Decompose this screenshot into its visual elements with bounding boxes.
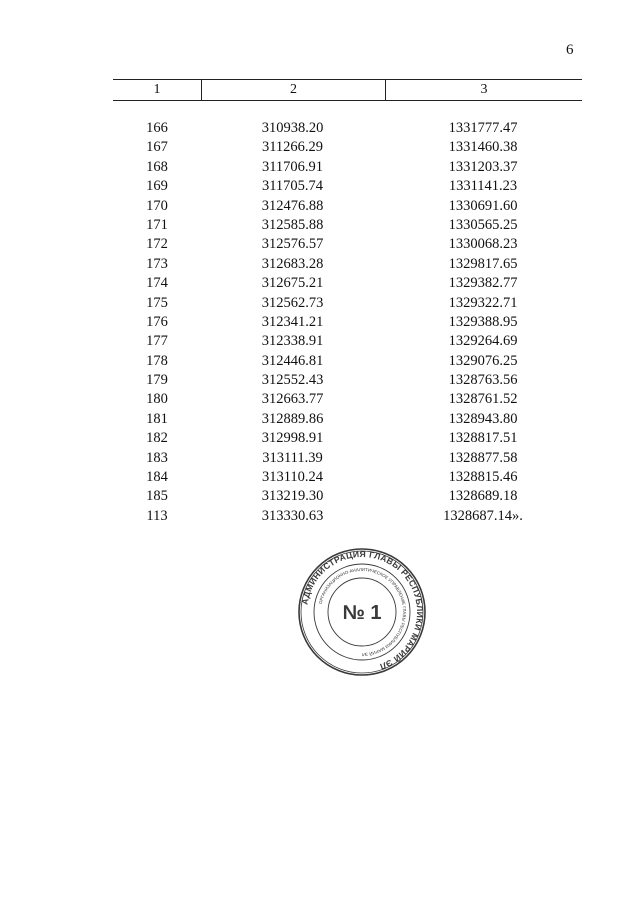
y-coordinate: 1329322.71 bbox=[448, 294, 518, 311]
y-coordinate: 1328817.51 bbox=[448, 430, 518, 447]
point-number: 166 bbox=[146, 120, 168, 136]
table-row bbox=[113, 333, 582, 352]
point-number: 113 bbox=[146, 507, 168, 524]
x-coordinate: 312663.77 bbox=[261, 391, 324, 408]
point-number: 169 bbox=[146, 178, 168, 195]
table-row bbox=[113, 469, 582, 488]
y-coordinate: 1328815.46 bbox=[448, 469, 518, 486]
y-coordinate: 1331460.38 bbox=[448, 139, 518, 156]
point-number: 180 bbox=[146, 391, 168, 408]
x-coordinate: 312683.28 bbox=[261, 255, 324, 272]
x-coordinate: 311706.91 bbox=[261, 158, 324, 175]
point-number: 183 bbox=[146, 449, 168, 466]
table-row bbox=[113, 120, 582, 139]
point-number: 181 bbox=[146, 410, 168, 427]
seal-outer-text: АДМИНИСТРАЦИЯ ГЛАВЫ РЕСПУБЛИКИ МАРИЙ ЭЛ bbox=[299, 548, 426, 672]
point-number: 185 bbox=[146, 488, 168, 505]
coordinate-table-body bbox=[113, 120, 582, 527]
y-coordinate: 1329264.69 bbox=[448, 333, 518, 350]
x-coordinate: 312476.88 bbox=[261, 197, 324, 214]
y-coordinate: 1329388.95 bbox=[448, 313, 518, 330]
table-row bbox=[113, 488, 582, 507]
x-coordinate: 313110.24 bbox=[261, 469, 324, 486]
table-row bbox=[113, 217, 582, 236]
point-number: 168 bbox=[146, 158, 168, 175]
point-number: 182 bbox=[146, 430, 168, 447]
point-number: 176 bbox=[146, 313, 168, 330]
table-row bbox=[113, 178, 582, 197]
table-row bbox=[113, 236, 582, 255]
x-coordinate: 313330.63 bbox=[261, 507, 324, 524]
point-number: 175 bbox=[146, 294, 168, 311]
x-coordinate: 312889.86 bbox=[261, 410, 324, 427]
y-coordinate: 1328761.52 bbox=[448, 391, 518, 408]
table-row bbox=[113, 372, 582, 391]
point-number: 167 bbox=[146, 139, 168, 156]
official-seal bbox=[297, 547, 427, 677]
table-row bbox=[113, 256, 582, 275]
point-number: 179 bbox=[146, 372, 168, 389]
table-row bbox=[113, 198, 582, 217]
column-header-1: 1 bbox=[113, 80, 202, 100]
y-coordinate: 1328763.56 bbox=[448, 372, 518, 389]
x-coordinate: 313219.30 bbox=[261, 488, 324, 505]
seal-number: № 1 bbox=[342, 602, 382, 624]
point-number: 172 bbox=[146, 236, 168, 253]
point-number: 174 bbox=[146, 275, 168, 292]
y-coordinate: 1328877.58 bbox=[448, 449, 518, 466]
point-number: 177 bbox=[146, 333, 168, 350]
x-coordinate: 312338.91 bbox=[261, 333, 324, 350]
table-row bbox=[113, 450, 582, 469]
page-number: 6 bbox=[566, 42, 574, 58]
y-coordinate: 1329076.25 bbox=[448, 352, 518, 369]
table-row bbox=[113, 430, 582, 449]
point-number: 184 bbox=[146, 469, 168, 486]
y-coordinate: 1331777.47 bbox=[448, 120, 518, 136]
x-coordinate: 310938.20 bbox=[261, 120, 324, 136]
table-row bbox=[113, 391, 582, 410]
x-coordinate: 311705.74 bbox=[261, 178, 324, 195]
y-coordinate: 1328943.80 bbox=[448, 410, 518, 427]
x-coordinate: 312562.73 bbox=[261, 294, 324, 311]
y-coordinate: 1329382.77 bbox=[448, 275, 518, 292]
y-coordinate: 1330565.25 bbox=[448, 216, 518, 233]
y-coordinate: 1328687.14». bbox=[443, 507, 523, 524]
y-coordinate: 1331203.37 bbox=[448, 158, 518, 175]
point-number: 178 bbox=[146, 352, 168, 369]
x-coordinate: 311266.29 bbox=[261, 139, 324, 156]
x-coordinate: 312341.21 bbox=[261, 313, 324, 330]
x-coordinate: 312576.57 bbox=[261, 236, 324, 253]
point-number: 170 bbox=[146, 197, 168, 214]
point-number: 173 bbox=[146, 255, 168, 272]
column-header-2: 2 bbox=[202, 80, 386, 100]
x-coordinate: 312675.21 bbox=[261, 275, 324, 292]
table-row bbox=[113, 508, 582, 527]
table-row bbox=[113, 275, 582, 294]
seal-inner-text: ОРГАНИЗАЦИОННО-АНАЛИТИЧЕСКОЕ УПРАВЛЕНИЕ ГЛАВЫ РЕСПУБЛИКИ МАРИЙ ЭЛ bbox=[317, 566, 408, 658]
table-row bbox=[113, 411, 582, 430]
y-coordinate: 1330691.60 bbox=[448, 197, 518, 214]
point-number: 171 bbox=[146, 216, 168, 233]
y-coordinate: 1328689.18 bbox=[448, 488, 518, 505]
column-header-3: 3 bbox=[480, 82, 488, 97]
table-row bbox=[113, 139, 582, 158]
x-coordinate: 312585.88 bbox=[261, 216, 324, 233]
x-coordinate: 313111.39 bbox=[262, 449, 323, 466]
y-coordinate: 1329817.65 bbox=[448, 255, 518, 272]
x-coordinate: 312552.43 bbox=[261, 372, 324, 389]
table-row bbox=[113, 295, 582, 314]
x-coordinate: 312998.91 bbox=[261, 430, 324, 447]
table-row bbox=[113, 314, 582, 333]
y-coordinate: 1330068.23 bbox=[448, 236, 518, 253]
table-header bbox=[113, 79, 582, 101]
table-row bbox=[113, 159, 582, 178]
y-coordinate: 1331141.23 bbox=[448, 178, 518, 195]
table-row bbox=[113, 353, 582, 372]
x-coordinate: 312446.81 bbox=[261, 352, 324, 369]
